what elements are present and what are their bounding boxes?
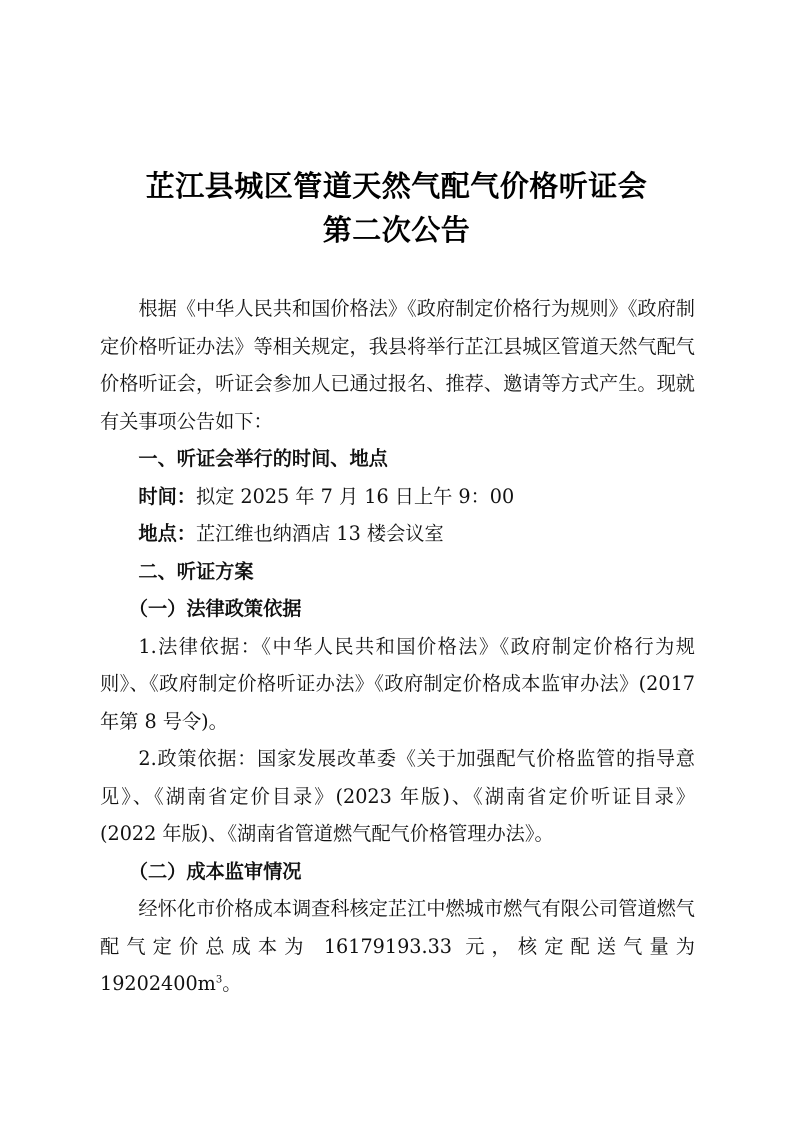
document-title-line2: 第二次公告 xyxy=(322,213,471,247)
time-line xyxy=(100,478,695,516)
cost-review-paragraph xyxy=(100,890,695,1003)
subsection1-heading: （一）法律政策依据 xyxy=(128,597,302,620)
section1-heading: 一、听证会举行的时间、地点 xyxy=(138,447,388,470)
document-body xyxy=(100,290,695,1003)
subsection2-heading: （二）成本监审情况 xyxy=(128,859,302,883)
time-label: 时间： xyxy=(138,484,196,508)
place-value: 芷江维也纳酒店 13 楼会议室 xyxy=(195,522,444,545)
section2-heading: 二、听证方案 xyxy=(138,559,254,583)
time-value: 拟定 2025 年 7 月 16 日上午 9：00 xyxy=(195,484,515,508)
legal-basis-item: 1.法律依据：《中华人民共和国价格法》《政府制定价格行为规则》、《政府制定价格听证办法》《政府制定价格成本监审办法》(2017 年第 8 号令)。 xyxy=(100,634,695,733)
document-title-line1: 芷江县城区管道天然气配气价格听证会 xyxy=(145,169,648,203)
policy-basis-item: 2.政策依据：国家发展改革委《关于加强配气价格监管的指导意见》、《湖南省定价目录》(2023 年版)、《湖南省定价听证目录》(2022 年版)、《湖南省管道燃气配气价格管理办法》。 xyxy=(100,747,695,845)
place-label: 地点： xyxy=(138,522,196,545)
cubic-superscript: 3 xyxy=(215,974,223,986)
intro-paragraph: 根据《中华人民共和国价格法》《政府制定价格行为规则》《政府制定价格听证办法》等相关规定，我县将举行芷江县城区管道天然气配气价格听证会，听证会参加人已通过报名、推荐、邀请等方式产生。现就有关事项公告如下： xyxy=(100,297,695,433)
cost-review-end: 。 xyxy=(222,972,242,995)
cost-review-text: 经怀化市价格成本调查科核定芷江中燃城市燃气有限公司管道燃气配气定价总成本为 16179193.33 元，核定配送气量为 19202400m xyxy=(100,897,695,995)
place-line xyxy=(100,515,695,553)
